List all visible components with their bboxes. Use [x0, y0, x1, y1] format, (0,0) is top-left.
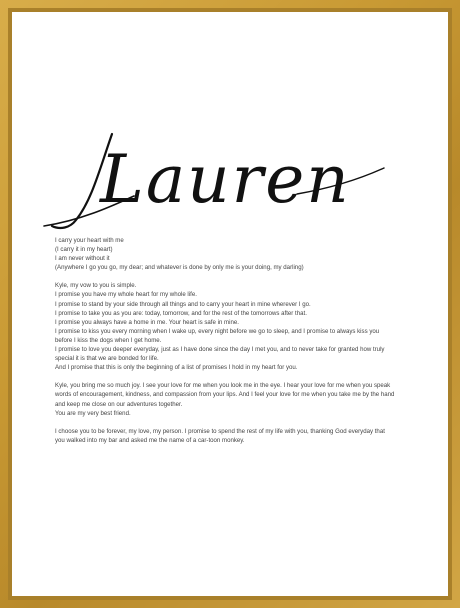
text-line: I promise to kiss you every morning when I wake up, every night before we go to sleep, and I promise to always kiss you before I kiss the dogs when I get home.	[55, 327, 380, 344]
text-line: I promise to love you deeper everyday, just as I have done since the day I met you, and to never take for granted how truly special it is that we are bonded for life.	[55, 346, 385, 363]
text-line: Kyle, my vow to you is simple.	[55, 282, 137, 290]
name-script-svg	[42, 108, 422, 238]
stanza-1	[55, 236, 395, 272]
text-line: I promise you have my whole heart for my whole life.	[55, 291, 197, 299]
text-line: I carry your heart with me	[55, 237, 124, 244]
text-line: (I carry it in my heart)	[55, 246, 113, 254]
name-text: Lauren	[100, 141, 351, 218]
vow-text	[55, 236, 395, 454]
text-line: I promise you always have a home in me. Your heart is safe in mine.	[55, 318, 239, 326]
text-line: I choose you to be forever, my love, my person. I promise to spend the rest of my life with you, thanking God everyday that you walked into my bar and asked me the name of a car-toon monkey.	[55, 427, 385, 444]
text-line: And I promise that this is only the beginning of a list of promises I hold in my heart for you.	[55, 364, 298, 372]
text-line: You are my very best friend.	[55, 409, 131, 417]
text-line: Kyle, you bring me so much joy. I see your love for me when you look me in the eye. I hear your love for me when you speak words of encouragement, kindness, and compassion from your lips. And I feel your love for me when you take me by the hand and keep me close on our adventures together.	[55, 382, 395, 408]
stanza-4	[55, 427, 395, 445]
text-line: I am never without it	[55, 255, 110, 263]
text-line: (Anywhere I go you go, my dear; and whatever is done by only me is your doing, my darling)	[55, 264, 304, 272]
text-line: I promise to take you as you are: today, tomorrow, and for the rest of the tomorrows after that.	[55, 309, 307, 317]
stanza-2	[55, 281, 395, 372]
stanza-3	[55, 381, 395, 417]
print-paper	[12, 12, 448, 596]
name-title	[42, 108, 422, 238]
text-line: I promise to stand by your side through all things and to carry your heart in mine wherever I go.	[55, 300, 311, 308]
